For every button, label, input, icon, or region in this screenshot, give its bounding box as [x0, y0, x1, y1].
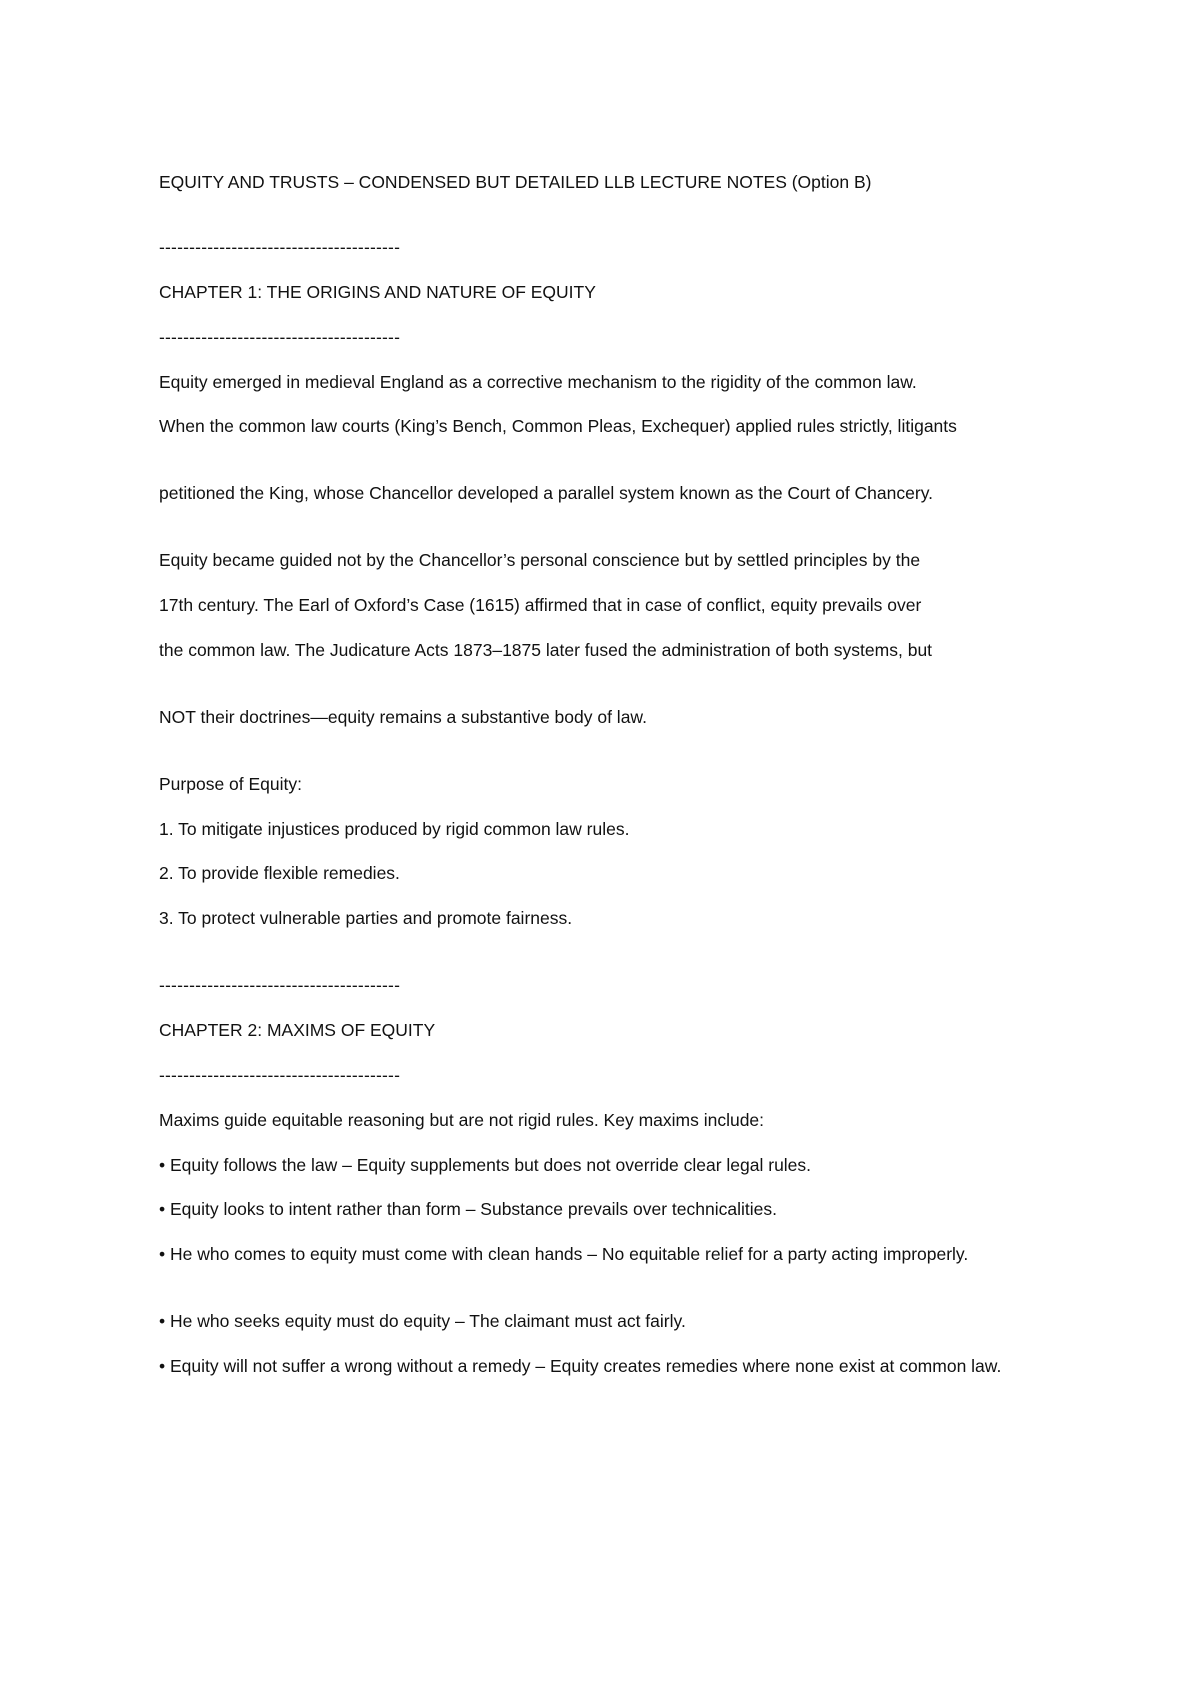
maxim-item: • Equity follows the law – Equity supplements but does not override clear legal rules.	[159, 1155, 812, 1175]
chapter-1-paragraph-7: NOT their doctrines—equity remains a substantive body of law.	[159, 707, 647, 727]
purpose-item: 3. To protect vulnerable parties and promote fairness.	[159, 908, 573, 928]
document-page	[159, 0, 1052, 1696]
divider-rule: ----------------------------------------	[159, 975, 401, 995]
divider-rule: ----------------------------------------	[159, 1065, 401, 1085]
divider-rule: ----------------------------------------	[159, 327, 401, 347]
maxim-item: • He who comes to equity must come with clean hands – No equitable relief for a party acting improperly.	[159, 1244, 969, 1264]
purpose-item: 1. To mitigate injustices produced by rigid common law rules.	[159, 819, 630, 839]
chapter-1-heading: CHAPTER 1: THE ORIGINS AND NATURE OF EQUITY	[159, 282, 596, 302]
chapter-1-paragraph-3: petitioned the King, whose Chancellor developed a parallel system known as the Court of Chancery.	[159, 483, 934, 503]
chapter-1-paragraph-4: Equity became guided not by the Chancellor’s personal conscience but by settled principles by the	[159, 550, 921, 570]
maxim-item: • He who seeks equity must do equity – The claimant must act fairly.	[159, 1311, 686, 1331]
maxim-item: • Equity looks to intent rather than form – Substance prevails over technicalities.	[159, 1199, 777, 1219]
chapter-1-paragraph-5: 17th century. The Earl of Oxford’s Case (1615) affirmed that in case of conflict, equity prevails over	[159, 595, 922, 615]
chapter-1-paragraph-1: Equity emerged in medieval England as a corrective mechanism to the rigidity of the common law.	[159, 372, 917, 392]
divider-rule: ----------------------------------------	[159, 237, 401, 257]
chapter-1-paragraph-2: When the common law courts (King’s Bench, Common Pleas, Exchequer) applied rules strictly, litigants	[159, 416, 957, 436]
chapter-2-heading: CHAPTER 2: MAXIMS OF EQUITY	[159, 1020, 436, 1040]
purpose-item: 2. To provide flexible remedies.	[159, 863, 400, 883]
purpose-heading: Purpose of Equity:	[159, 774, 302, 794]
chapter-1-paragraph-6: the common law. The Judicature Acts 1873–1875 later fused the administration of both systems, but	[159, 640, 933, 660]
chapter-2-intro: Maxims guide equitable reasoning but are not rigid rules. Key maxims include:	[159, 1110, 765, 1130]
document-title: EQUITY AND TRUSTS – CONDENSED BUT DETAILED LLB LECTURE NOTES (Option B)	[159, 172, 872, 192]
maxim-item: • Equity will not suffer a wrong without a remedy – Equity creates remedies where none exist at common law.	[159, 1356, 1002, 1376]
